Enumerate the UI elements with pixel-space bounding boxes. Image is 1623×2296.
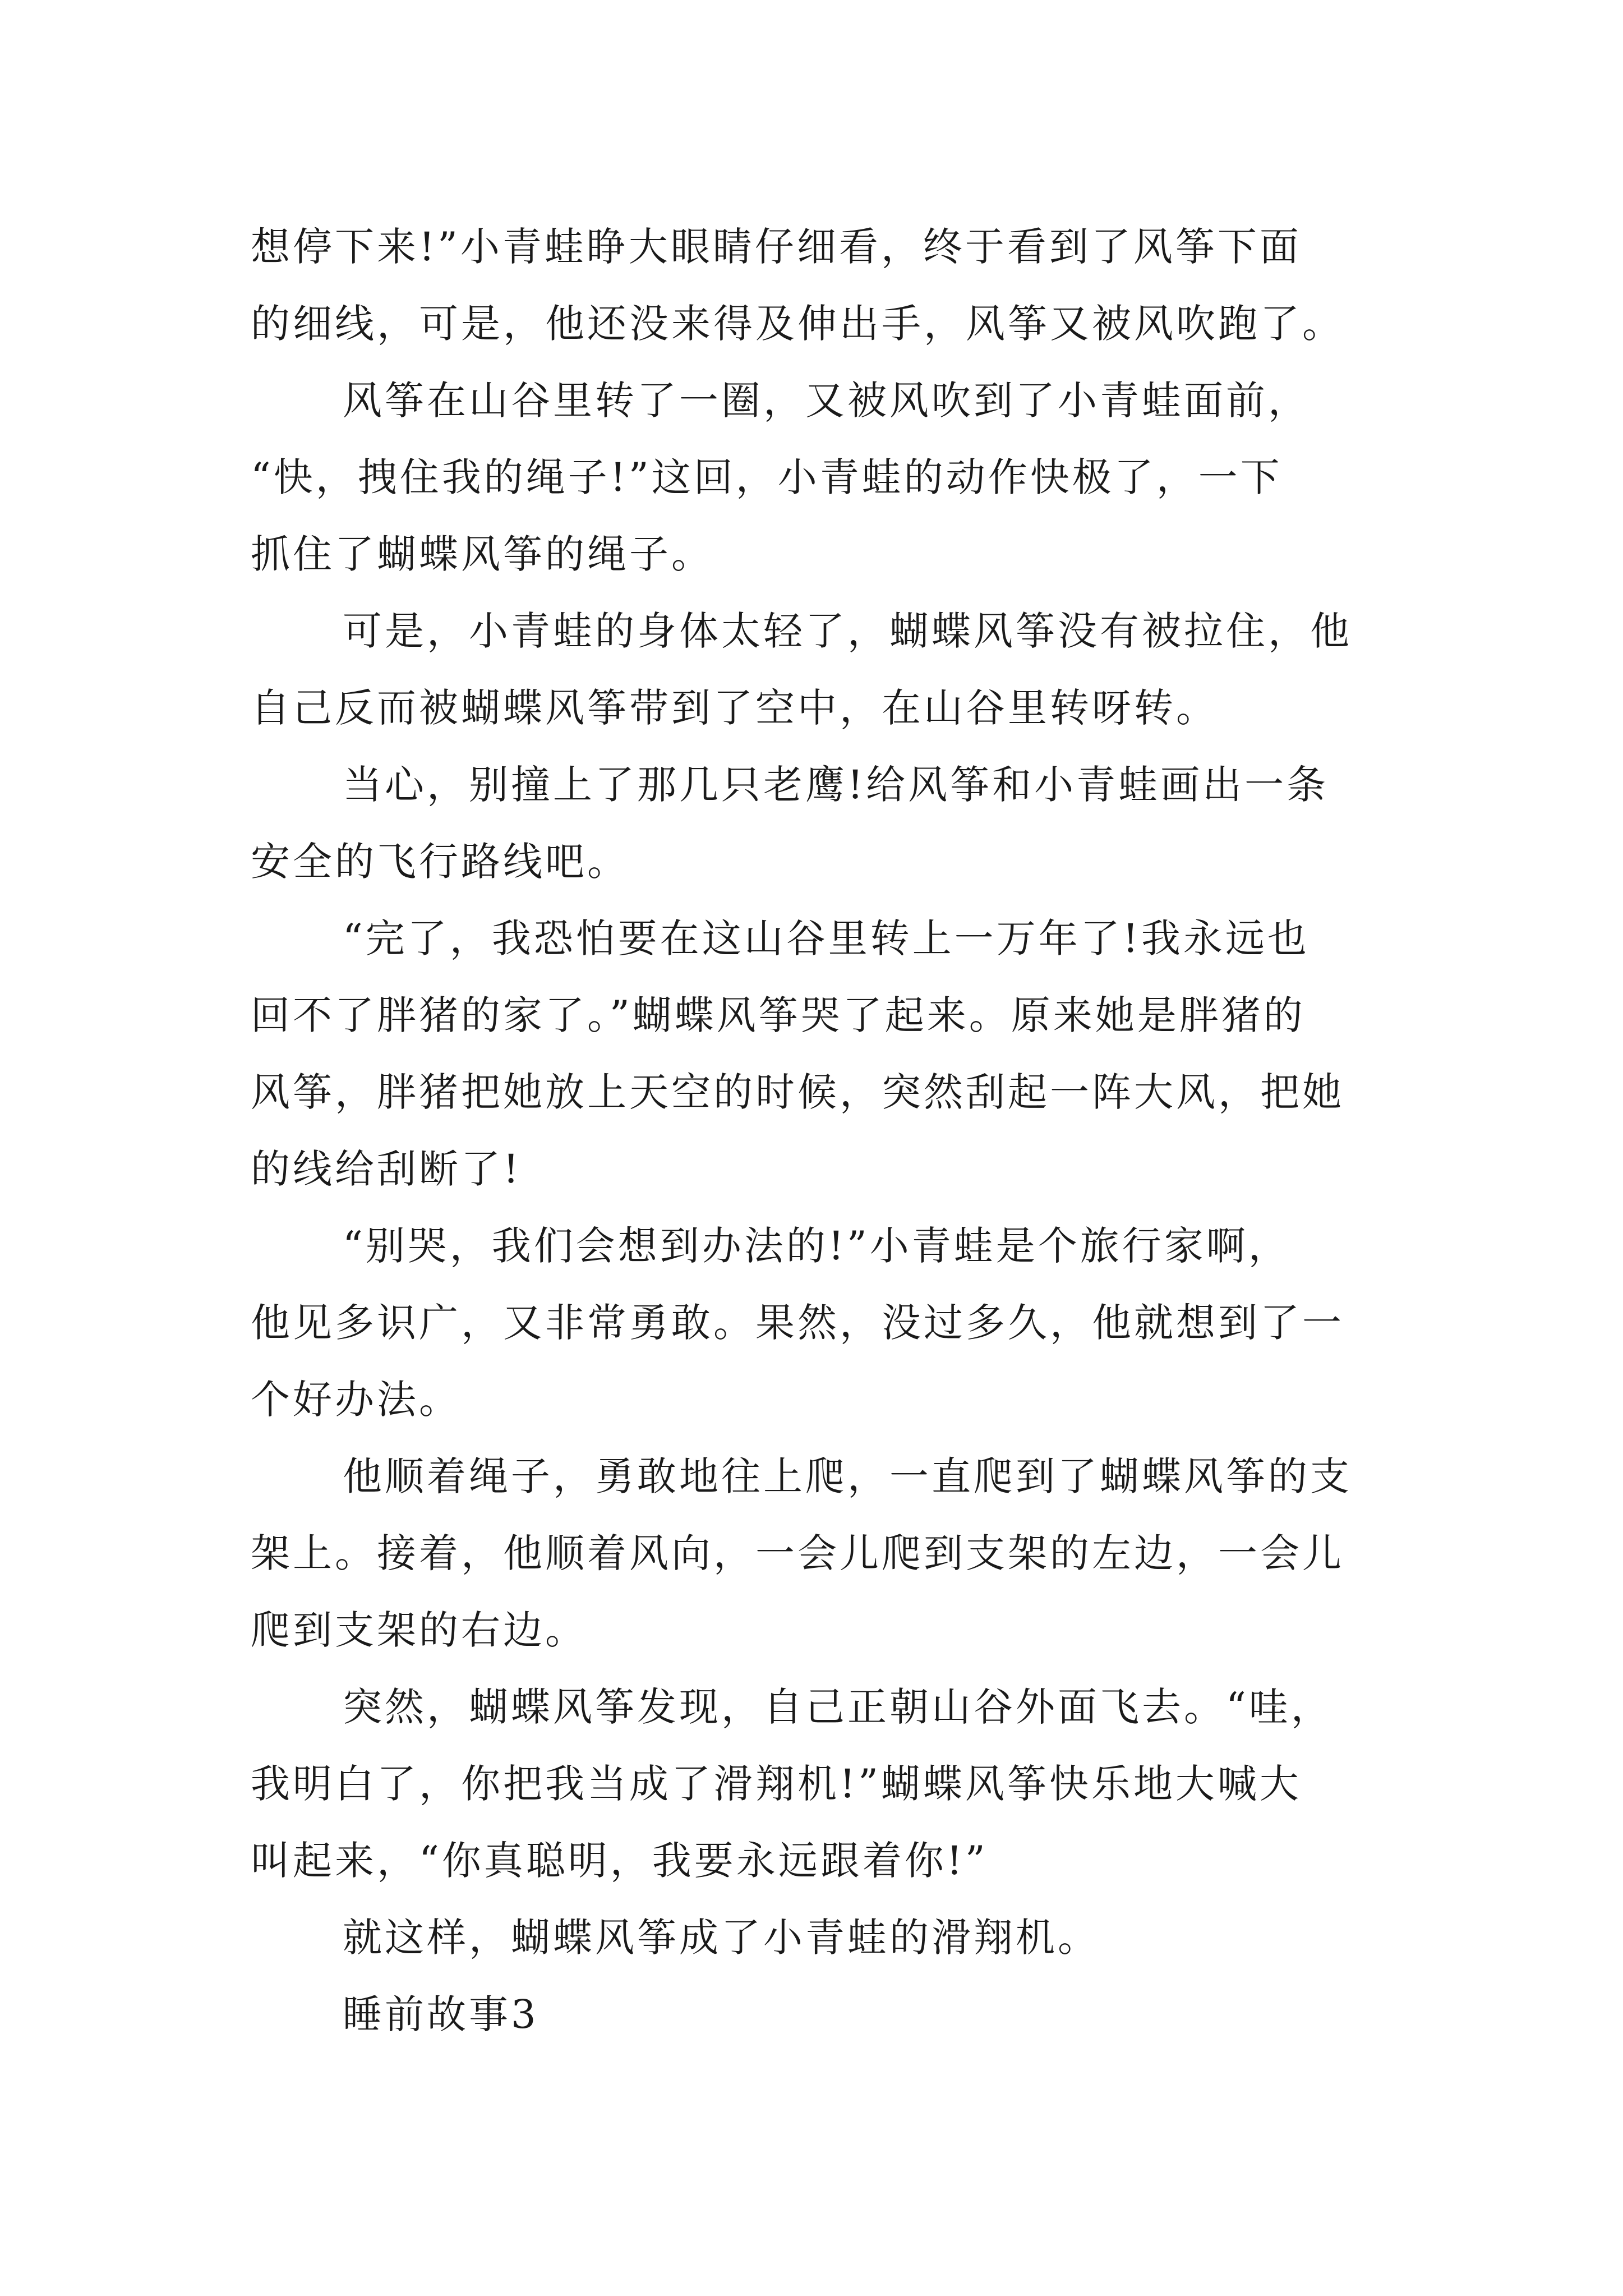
text-line: 我明白了，你把我当成了滑翔机!”蝴蝶风筝快乐地大喊大 [251,1761,1302,1807]
paragraph [251,1438,1389,1669]
text-line: 安全的飞行路线吧。 [251,839,629,885]
text-line: 睡前故事3 [343,1991,539,2037]
text-line: 想停下来!”小青蛙睁大眼睛仔细看，终于看到了风筝下面 [251,224,1302,270]
text-line: 风筝在山谷里转了一圈，又被风吹到了小青蛙面前， [343,378,1310,424]
text-line: 的线给刮断了! [251,1146,522,1192]
text-line: 就这样，蝴蝶风筝成了小青蛙的滑翔机。 [343,1915,1100,1961]
section-heading [251,1976,1389,2053]
story-text [251,209,1389,2053]
paragraph [251,362,1389,593]
text-line: 的细线，可是，他还没来得及伸出手，风筝又被风吹跑了。 [251,301,1344,347]
paragraph [251,209,1389,362]
paragraph [251,1899,1389,1976]
text-line: 他见多识广，又非常勇敢。果然，没过多久，他就想到了一 [251,1300,1344,1346]
paragraph [251,900,1389,1208]
text-line: “别哭，我们会想到办法的!”小青蛙是个旅行家啊， [343,1223,1290,1269]
paragraph [251,593,1389,747]
paragraph [251,747,1389,900]
text-line: 抓住了蝴蝶风筝的绳子。 [251,531,713,577]
text-line: “完了，我恐怕要在这山谷里转上一万年了!我永远也 [343,915,1310,961]
text-line: 当心，别撞上了那几只老鹰!给风筝和小青蛙画出一条 [343,762,1329,808]
text-line: 回不了胖猪的家了。”蝴蝶风筝哭了起来。原来她是胖猪的 [251,992,1306,1038]
text-line: 个好办法。 [251,1377,461,1423]
text-line: 架上。接着，他顺着风向，一会儿爬到支架的左边，一会儿 [251,1530,1344,1576]
text-line: 他顺着绳子，勇敢地往上爬，一直爬到了蝴蝶风筝的支 [343,1453,1352,1499]
text-line: 自己反而被蝴蝶风筝带到了空中，在山谷里转呀转。 [251,685,1218,731]
text-line: 可是，小青蛙的身体太轻了，蝴蝶风筝没有被拉住，他 [343,608,1352,654]
text-line: 风筝，胖猪把她放上天空的时候，突然刮起一阵大风，把她 [251,1069,1344,1115]
paragraph [251,1669,1389,1899]
paragraph [251,1208,1389,1438]
text-line: “快，拽住我的绳子!”这回，小青蛙的动作快极了，一下 [251,454,1283,500]
text-line: 爬到支架的右边。 [251,1607,587,1653]
text-line: 叫起来，“你真聪明，我要永远跟着你!” [251,1838,988,1884]
text-line: 突然，蝴蝶风筝发现，自己正朝山谷外面飞去。“哇， [343,1684,1333,1730]
